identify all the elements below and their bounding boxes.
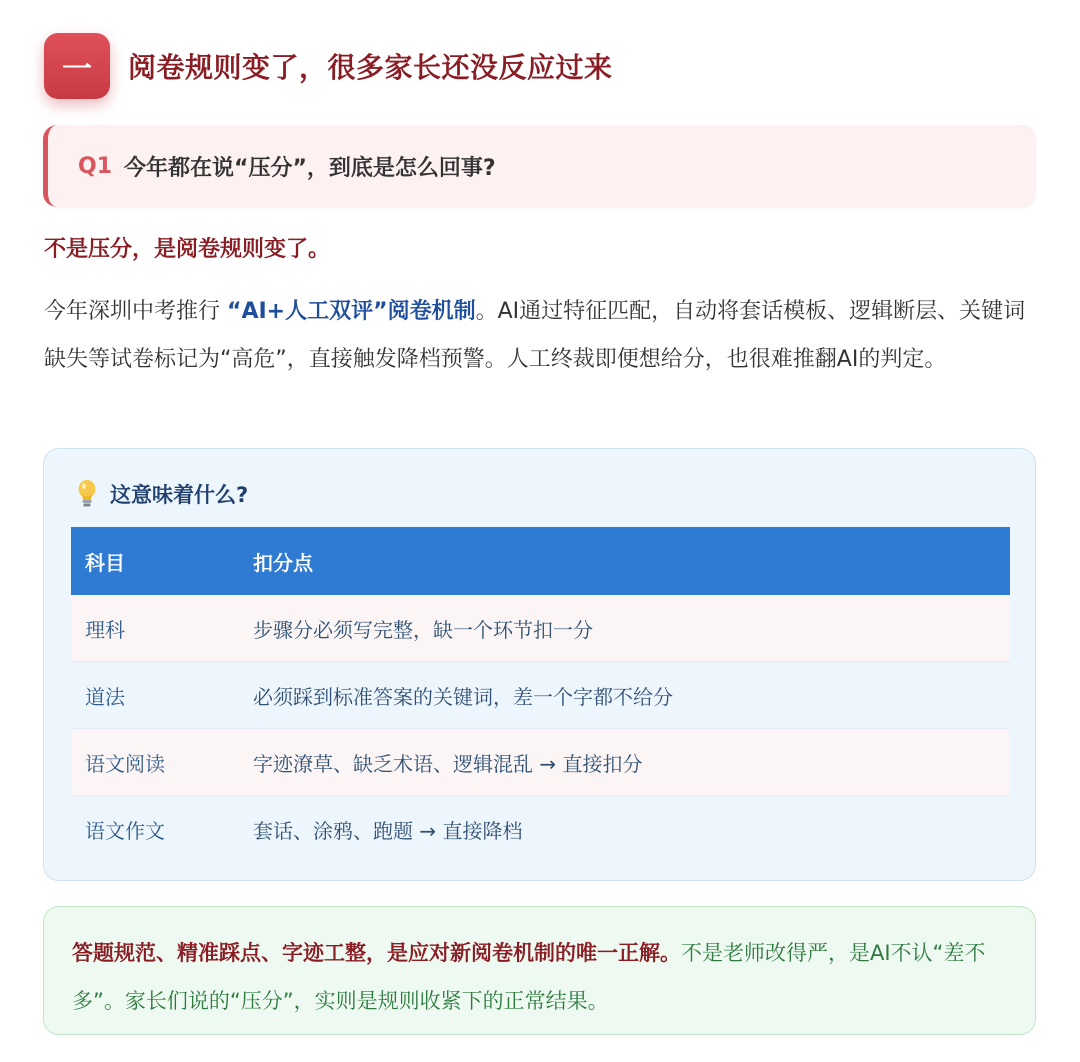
table-header-subject: 科目	[85, 550, 125, 575]
table-cell-deduction: 必须踩到标准答案的关键词，差一个字都不给分	[253, 684, 673, 709]
question-box	[43, 125, 1036, 207]
section-number-badge: 一	[44, 33, 110, 99]
paragraph-highlight: “AI+人工双评”阅卷机制	[227, 299, 476, 324]
lightbulb-icon	[76, 479, 98, 509]
info-card	[43, 448, 1036, 881]
info-card-title: 这意味着什么?	[110, 483, 249, 507]
summary-rest: 不是老师改得严，是AI不认“差不多”。家长们说的“压分”，实则是规则收紧下的正常结果。	[72, 941, 986, 1013]
table-header-deduction: 扣分点	[253, 550, 313, 575]
table-cell-deduction: 套话、涂鸦、跑题 → 直接降档	[253, 818, 523, 843]
table-row	[71, 729, 1010, 796]
explanation-paragraph	[44, 288, 1036, 384]
question-number: Q1	[78, 153, 113, 179]
summary-box	[43, 906, 1036, 1035]
paragraph-text-before: 今年深圳中考推行	[44, 299, 227, 324]
table-row	[71, 595, 1010, 662]
table-cell-deduction: 字迹潦草、缺乏术语、逻辑混乱 → 直接扣分	[253, 751, 643, 776]
table-header-row	[71, 527, 1010, 595]
section-header	[44, 33, 613, 99]
table-cell-subject: 语文阅读	[85, 751, 165, 776]
question-text: 今年都在说“压分”，到底是怎么回事?	[124, 155, 496, 181]
answer-lead: 不是压分，是阅卷规则变了。	[44, 237, 331, 262]
info-card-header	[76, 479, 248, 509]
table-cell-deduction: 步骤分必须写完整，缺一个环节扣一分	[253, 617, 593, 642]
table-cell-subject: 道法	[85, 684, 125, 709]
summary-strong: 答题规范、精准踩点、字迹工整，是应对新阅卷机制的唯一正解。	[72, 941, 681, 965]
deduction-table	[71, 527, 1010, 862]
table-cell-subject: 语文作文	[85, 818, 165, 843]
table-cell-subject: 理科	[85, 617, 125, 642]
table-row	[71, 662, 1010, 729]
paragraph-text-after: 。AI通过特征匹配，自动将套话模板、逻辑断层、关键词缺失等试卷标记为“高危”，直接触发降档预警。人工终裁即便想给分，也很难推翻AI的判定。	[44, 299, 1026, 372]
table-row	[71, 796, 1010, 862]
section-title: 阅卷规则变了，很多家长还没反应过来	[128, 51, 613, 84]
